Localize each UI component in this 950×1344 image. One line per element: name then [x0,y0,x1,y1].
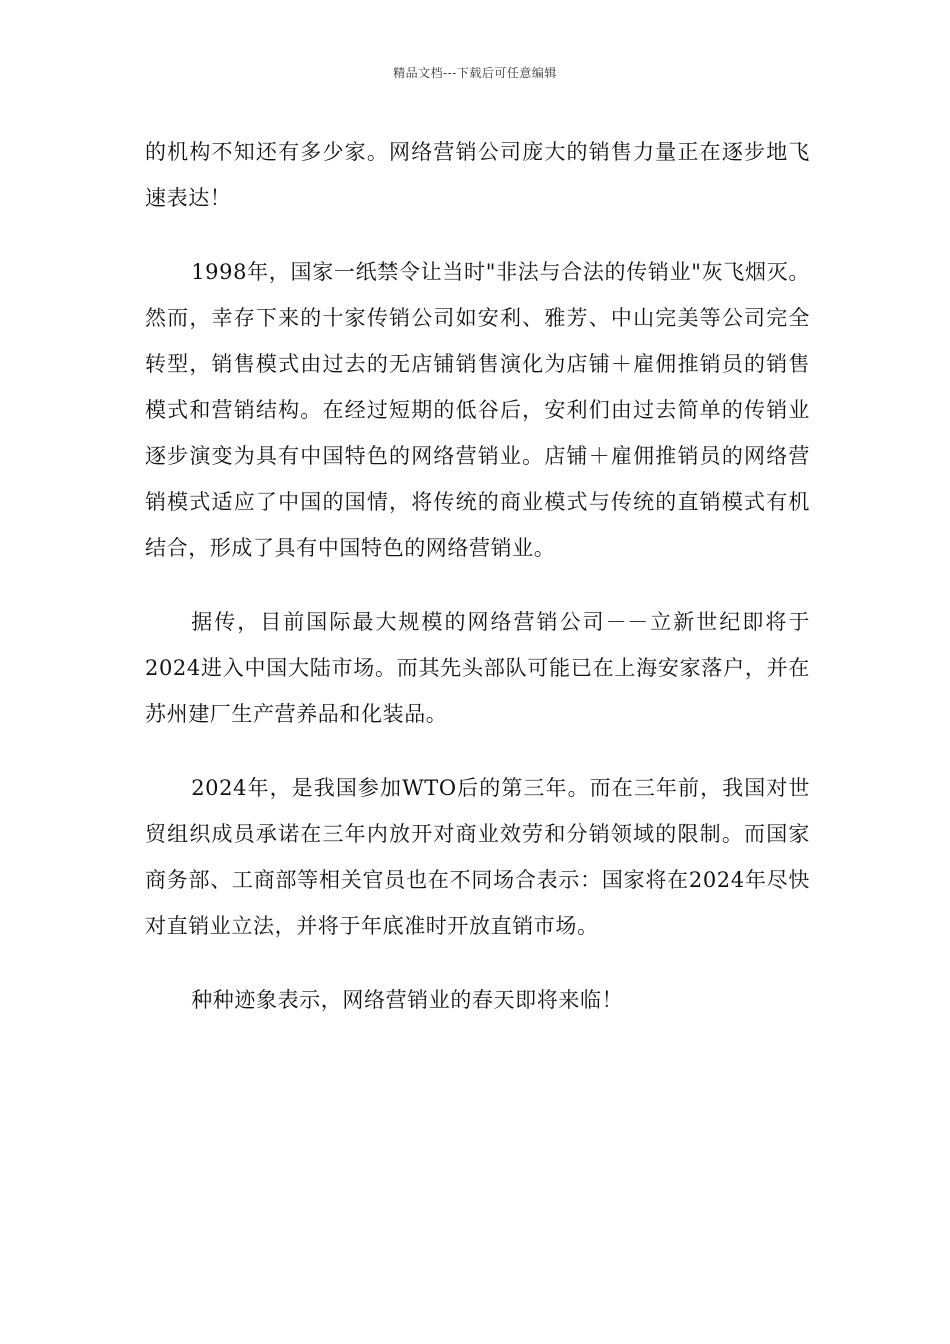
paragraph-1: 的机构不知还有多少家。网络营销公司庞大的销售力量正在逐步地飞速表达！ [145,140,810,210]
paragraph-3: 据传，目前国际最大规模的网络营销公司－－立新世纪即将于2024进入中国大陆市场。而其先头部队可能已在上海安家落户，并在苏州建厂生产营养品和化装品。 [145,610,810,726]
paragraph-4: 2024年，是我国参加WTO后的第三年。而在三年前，我国对世贸组织成员承诺在三年内放开对商业效劳和分销领域的限制。而国家商务部、工商部等相关官员也在不同场合表示：国家将在2024年尽快对直销业立法，并将于年底准时开放直销市场。 [145,776,810,938]
page-header: 精品文档---下载后可任意编辑 [393,66,557,80]
paragraph-2: 1998年，国家一纸禁令让当时"非法与合法的传销业"灰飞烟灭。然而，幸存下来的十家传销公司如安利、雅芳、中山完美等公司完全转型，销售模式由过去的无店铺销售演化为店铺＋雇佣推销员的销售模式和营销结构。在经过短期的低谷后，安利们由过去简单的传销业逐步演变为具有中国特色的网络营销业。店铺＋雇佣推销员的网络营销模式适应了中国的国情，将传统的商业模式与传统的直销模式有机结合，形成了具有中国特色的网络营销业。 [145,260,810,560]
document-body [145,129,810,1023]
paragraph-5: 种种迹象表示，网络营销业的春天即将来临！ [191,988,624,1012]
